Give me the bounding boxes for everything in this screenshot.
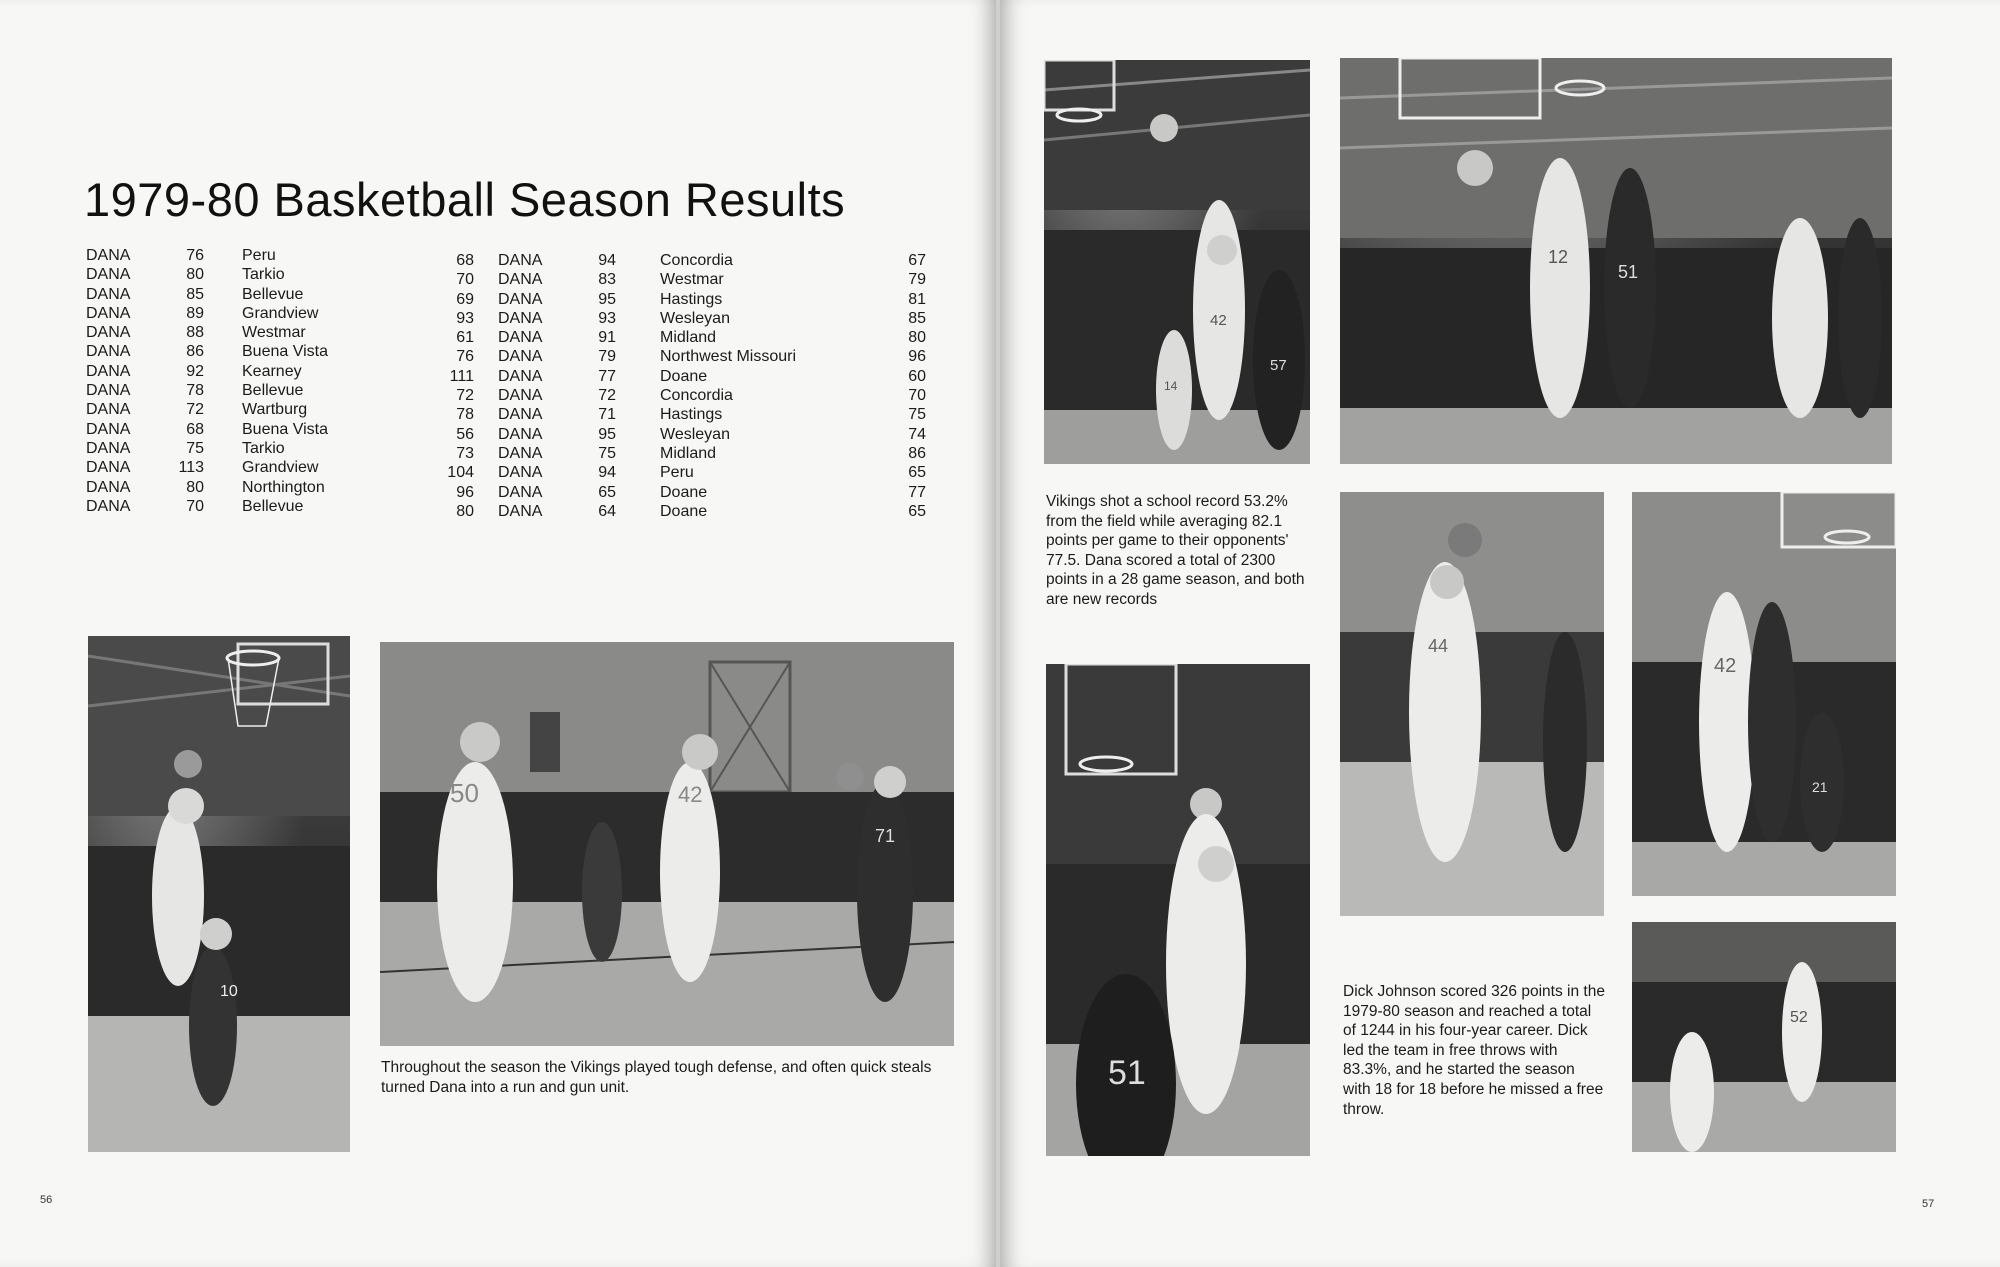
result-team: DANA bbox=[86, 324, 131, 342]
result-opp-score: 61 bbox=[456, 329, 474, 347]
result-team: DANA bbox=[498, 271, 543, 289]
photo-layup-art bbox=[88, 636, 350, 1152]
result-score: 72 bbox=[598, 387, 616, 405]
result-opponent: Kearney bbox=[242, 362, 302, 380]
jersey-number: 42 bbox=[1714, 655, 1737, 677]
result-opponent: Bellevue bbox=[242, 382, 304, 400]
result-row bbox=[86, 342, 336, 361]
result-team: DANA bbox=[498, 367, 543, 385]
result-row bbox=[428, 328, 928, 347]
result-opp-score2: 60 bbox=[908, 367, 926, 385]
result-score: 113 bbox=[178, 459, 204, 477]
result-opponent: Wesleyan bbox=[660, 425, 730, 443]
photo-crowd-jump-art bbox=[1340, 58, 1892, 464]
result-opponent: Westmar bbox=[660, 271, 724, 289]
photo-shooter bbox=[1046, 664, 1310, 1156]
result-team: DANA bbox=[86, 497, 131, 515]
result-row bbox=[86, 478, 336, 497]
jersey-number: 44 bbox=[1428, 636, 1449, 656]
result-score: 64 bbox=[598, 502, 616, 520]
result-team: DANA bbox=[498, 444, 543, 462]
result-score: 88 bbox=[186, 324, 204, 342]
photo-jump-shot bbox=[1632, 492, 1896, 896]
result-row bbox=[86, 420, 336, 439]
result-row bbox=[86, 265, 336, 284]
result-opp-score: 70 bbox=[456, 271, 474, 289]
page-number: 57 bbox=[1922, 1198, 1935, 1210]
result-team: DANA bbox=[498, 464, 543, 482]
result-score: 80 bbox=[186, 478, 204, 496]
result-opp-score: 80 bbox=[456, 502, 474, 520]
result-opp-score: 56 bbox=[456, 425, 474, 443]
result-team: DANA bbox=[86, 362, 131, 380]
result-team: DANA bbox=[498, 425, 543, 443]
caption-dick-johnson: Dick Johnson scored 326 points in the 1979-80 season and reached a total of 1244 in his four-year career. Dick led the team in free throws with 83.3%, and he started the season with 18 for 18 before he missed a free throw. bbox=[1343, 983, 1605, 1118]
result-score: 65 bbox=[598, 483, 616, 501]
result-score: 92 bbox=[186, 362, 204, 380]
result-team: DANA bbox=[498, 502, 543, 520]
result-team: DANA bbox=[498, 387, 543, 405]
result-team: DANA bbox=[86, 459, 131, 477]
left-page bbox=[0, 0, 996, 1267]
result-score: 68 bbox=[186, 420, 204, 438]
jersey-number: 12 bbox=[1548, 247, 1569, 267]
jersey-number: 52 bbox=[1790, 1009, 1808, 1026]
result-team: DANA bbox=[498, 483, 543, 501]
result-row bbox=[86, 285, 336, 304]
result-score: 94 bbox=[598, 464, 616, 482]
result-opponent: Midland bbox=[660, 444, 717, 462]
results-column-1 bbox=[86, 246, 336, 516]
result-opp-score: 93 bbox=[456, 309, 474, 327]
page-title: 1979-80 Basketball Season Results bbox=[84, 173, 846, 226]
right-page bbox=[1000, 0, 2000, 1267]
result-opponent: Westmar bbox=[242, 324, 306, 342]
result-score: 95 bbox=[598, 290, 616, 308]
result-opp-score2: 65 bbox=[908, 464, 926, 482]
result-row bbox=[428, 425, 928, 444]
jersey-number: 21 bbox=[1812, 779, 1828, 795]
result-opponent: Hastings bbox=[660, 406, 723, 424]
result-row bbox=[86, 400, 336, 419]
result-opponent: Wesleyan bbox=[660, 309, 730, 327]
result-score: 72 bbox=[186, 401, 204, 419]
result-row bbox=[86, 497, 336, 516]
result-score: 79 bbox=[598, 348, 616, 366]
result-team: DANA bbox=[86, 439, 131, 457]
result-opponent: Doane bbox=[660, 367, 708, 385]
result-opp-score: 96 bbox=[456, 483, 474, 501]
caption-defense: Throughout the season the Vikings played tough defense, and often quick steals turned Dana into a run and gun unit. bbox=[381, 1059, 932, 1096]
result-team: DANA bbox=[498, 309, 543, 327]
result-opponent: Northwest Missouri bbox=[660, 348, 797, 366]
result-team: DANA bbox=[86, 343, 131, 361]
result-score: 75 bbox=[598, 444, 616, 462]
result-score: 70 bbox=[186, 497, 204, 515]
result-row bbox=[428, 386, 928, 405]
result-opp-score2: 75 bbox=[908, 406, 926, 424]
result-row bbox=[428, 483, 928, 502]
result-team: DANA bbox=[86, 266, 131, 284]
jersey-number: 51 bbox=[1108, 1054, 1146, 1092]
result-team: DANA bbox=[498, 252, 543, 269]
jersey-number: 14 bbox=[1164, 379, 1178, 393]
result-opp-score: 104 bbox=[447, 464, 474, 482]
photo-jump-shot-art bbox=[1632, 492, 1896, 896]
result-opponent: Grandview bbox=[242, 304, 319, 322]
result-score: 80 bbox=[186, 266, 204, 284]
result-team: DANA bbox=[498, 290, 543, 308]
result-opponent: Wartburg bbox=[242, 401, 308, 419]
result-team: DANA bbox=[86, 382, 131, 400]
result-row bbox=[428, 444, 928, 463]
result-opponent: Concordia bbox=[660, 387, 733, 405]
result-row bbox=[86, 362, 336, 381]
result-row bbox=[428, 405, 928, 424]
result-row bbox=[428, 463, 928, 482]
result-opponent: Buena Vista bbox=[242, 343, 328, 361]
result-opp-score2: 86 bbox=[908, 444, 926, 462]
result-score: 94 bbox=[598, 252, 616, 269]
jersey-number: 10 bbox=[220, 983, 238, 1000]
page-number: 56 bbox=[40, 1194, 53, 1206]
result-opp-score: 73 bbox=[456, 444, 474, 462]
result-opponent: Doane bbox=[660, 502, 708, 520]
result-opponent: Tarkio bbox=[242, 266, 285, 284]
result-row bbox=[428, 367, 928, 386]
result-opp-score2: 96 bbox=[908, 348, 926, 366]
jersey-number: 57 bbox=[1270, 357, 1287, 374]
result-score: 83 bbox=[598, 271, 616, 289]
result-opponent: Bellevue bbox=[242, 497, 304, 515]
result-score: 76 bbox=[186, 247, 204, 264]
result-row bbox=[428, 270, 928, 289]
result-team: DANA bbox=[86, 285, 131, 303]
result-score: 85 bbox=[186, 285, 204, 303]
result-opp-score: 69 bbox=[456, 290, 474, 308]
result-opponent: Doane bbox=[660, 483, 708, 501]
result-opponent: Grandview bbox=[242, 459, 319, 477]
photo-free-throw-art bbox=[1340, 492, 1604, 916]
jersey-number: 42 bbox=[678, 782, 703, 807]
result-row bbox=[428, 347, 928, 366]
result-row bbox=[86, 246, 336, 265]
result-row bbox=[428, 290, 928, 309]
jersey-number: 51 bbox=[1618, 262, 1639, 282]
result-opp-score2: 77 bbox=[908, 483, 926, 501]
result-opp-score2: 81 bbox=[908, 290, 926, 308]
result-opponent: Peru bbox=[242, 247, 276, 264]
result-opp-score2: 74 bbox=[908, 425, 926, 443]
result-score: 78 bbox=[186, 382, 204, 400]
result-opp-score: 76 bbox=[456, 348, 474, 366]
photo-layup bbox=[88, 636, 350, 1152]
result-row bbox=[86, 304, 336, 323]
result-opponent: Buena Vista bbox=[242, 420, 328, 438]
result-opp-score2: 79 bbox=[908, 271, 926, 289]
result-opp-score2: 67 bbox=[908, 252, 926, 269]
result-score: 71 bbox=[598, 406, 616, 424]
result-score: 91 bbox=[598, 329, 616, 347]
photo-shooter-art bbox=[1046, 664, 1310, 1156]
result-row bbox=[428, 502, 928, 521]
result-row bbox=[86, 439, 336, 458]
result-score: 95 bbox=[598, 425, 616, 443]
result-opponent: Midland bbox=[660, 329, 717, 347]
result-opponent: Northington bbox=[242, 478, 325, 496]
result-row bbox=[86, 381, 336, 400]
result-score: 86 bbox=[186, 343, 204, 361]
result-opp-score2: 85 bbox=[908, 309, 926, 327]
result-team: DANA bbox=[498, 406, 543, 424]
result-opp-score2: 65 bbox=[908, 502, 926, 520]
result-opponent: Tarkio bbox=[242, 439, 285, 457]
jersey-number: 42 bbox=[1210, 312, 1227, 329]
result-opp-score: 68 bbox=[456, 252, 474, 269]
result-team: DANA bbox=[498, 329, 543, 347]
result-team: DANA bbox=[86, 304, 131, 322]
result-opponent: Bellevue bbox=[242, 285, 304, 303]
jersey-number: 71 bbox=[875, 826, 896, 846]
results-column-2 bbox=[428, 251, 928, 521]
result-opp-score: 78 bbox=[456, 406, 474, 424]
result-score: 89 bbox=[186, 304, 204, 322]
result-opponent: Concordia bbox=[660, 252, 733, 269]
photo-court-action-art bbox=[1632, 922, 1896, 1152]
result-opponent: Peru bbox=[660, 464, 694, 482]
photo-defense bbox=[380, 642, 954, 1046]
result-score: 75 bbox=[186, 439, 204, 457]
photo-rebound-art bbox=[1044, 60, 1310, 464]
photo-free-throw bbox=[1340, 492, 1604, 916]
caption-records: Vikings shot a school record 53.2% from the field while averaging 82.1 points per game to their opponents' 77.5. Dana scored a total of 2300 points in a 28 game season, and both are new records bbox=[1046, 493, 1305, 608]
photo-defense-art bbox=[380, 642, 954, 1046]
result-opp-score2: 80 bbox=[908, 329, 926, 347]
photo-crowd-jump bbox=[1340, 58, 1892, 464]
result-opponent: Hastings bbox=[660, 290, 723, 308]
result-score: 77 bbox=[598, 367, 616, 385]
result-score: 93 bbox=[598, 309, 616, 327]
result-opp-score: 72 bbox=[456, 387, 474, 405]
result-team: DANA bbox=[498, 348, 543, 366]
result-team: DANA bbox=[86, 247, 131, 264]
result-row bbox=[428, 251, 928, 270]
jersey-number: 50 bbox=[450, 778, 479, 808]
result-opp-score: 111 bbox=[449, 367, 474, 385]
result-row bbox=[428, 309, 928, 328]
result-team: DANA bbox=[86, 401, 131, 419]
result-team: DANA bbox=[86, 478, 131, 496]
result-team: DANA bbox=[86, 420, 131, 438]
photo-rebound bbox=[1044, 60, 1310, 464]
result-row bbox=[86, 323, 336, 342]
result-opp-score2: 70 bbox=[908, 387, 926, 405]
result-row bbox=[86, 458, 336, 477]
photo-court-action bbox=[1632, 922, 1896, 1152]
